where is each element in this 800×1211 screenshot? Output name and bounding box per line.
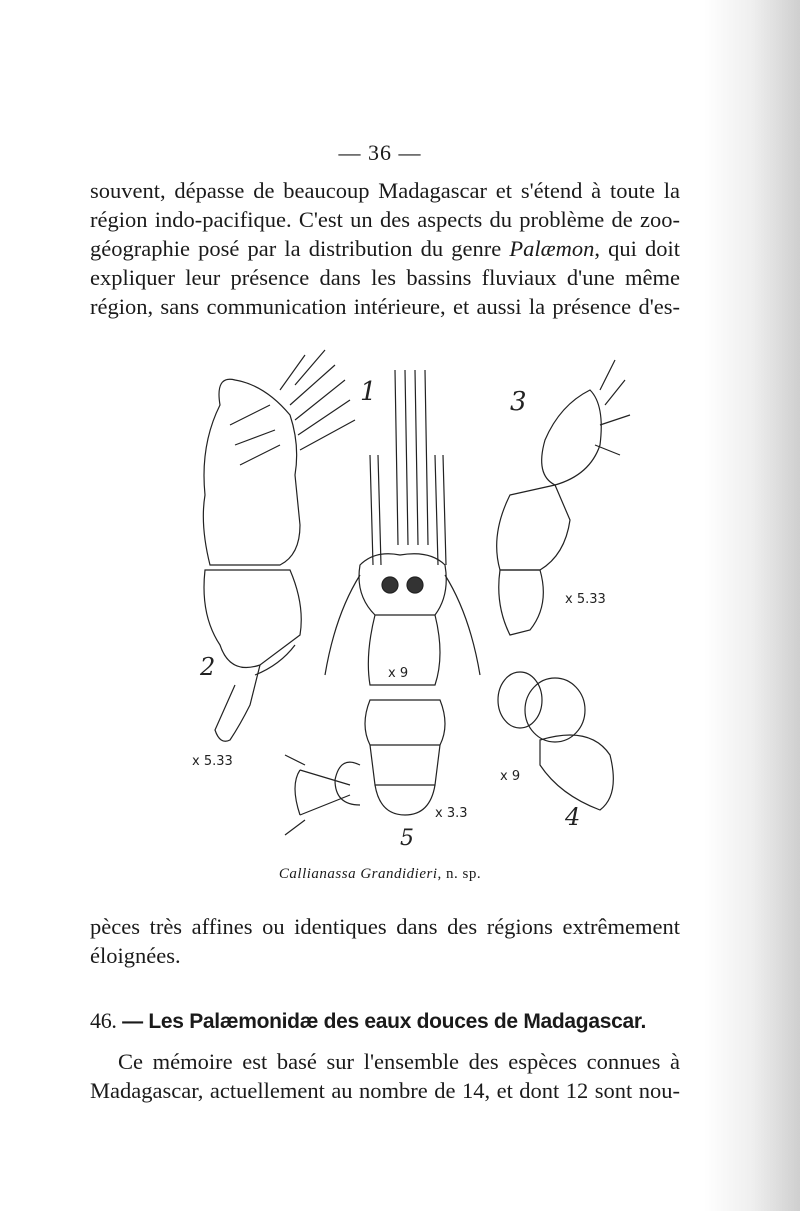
claw-drawing-2 bbox=[203, 350, 355, 741]
text-line: région indo-pacifique. C'est un des aspects du problème de zoo- bbox=[90, 207, 680, 232]
appendage-drawing-4 bbox=[498, 672, 613, 810]
figure-caption bbox=[0, 866, 760, 883]
scale-label-fig2: x 5.33 bbox=[192, 754, 233, 769]
section-number: 46. bbox=[90, 1008, 117, 1033]
body-drawing-1 bbox=[285, 370, 480, 835]
caption-suffix: , n. sp. bbox=[437, 866, 482, 882]
paragraph-continuation bbox=[90, 912, 680, 970]
scale-label-fig1: x 9 bbox=[388, 666, 409, 681]
paragraph-intro bbox=[90, 176, 680, 321]
figure-label-3: 3 bbox=[510, 387, 527, 417]
section-title: Les Palæmonidæ des eaux douces de Madagascar. bbox=[148, 1010, 647, 1033]
text-line: souvent, dépasse de beaucoup Madagascar et s'étend à toute la bbox=[90, 178, 680, 203]
text-fragment: , qui doit bbox=[594, 236, 680, 261]
figure-label-1: 1 bbox=[360, 377, 377, 407]
text-fragment: géographie posé par la distribution du genre bbox=[90, 236, 510, 261]
text-line: pèces très affines ou identiques dans des régions extrêmement bbox=[90, 914, 680, 939]
text-line: Ce mémoire est basé sur l'ensemble des espèces connues à bbox=[118, 1049, 680, 1074]
scale-label-fig4: x 9 bbox=[500, 769, 521, 784]
text-line: éloignées. bbox=[90, 943, 181, 968]
section-dash: — bbox=[116, 1010, 149, 1033]
page-number: — 36 — bbox=[338, 140, 422, 165]
figure-label-2: 2 bbox=[200, 653, 216, 681]
text-line: Madagascar, actuellement au nombre de 14, et dont 12 sont nou- bbox=[90, 1078, 680, 1103]
text-line-genus bbox=[90, 234, 680, 263]
figure-label-5: 5 bbox=[400, 826, 414, 851]
scale-label-fig5: x 3.3 bbox=[435, 806, 468, 821]
text-line: expliquer leur présence dans les bassins fluviaux d'une même bbox=[90, 265, 680, 290]
text-line: région, sans communication intérieure, et aussi la présence d'es- bbox=[90, 294, 680, 319]
figure-label-4: 4 bbox=[565, 803, 581, 831]
paragraph-memoire bbox=[90, 1047, 680, 1105]
scale-label-fig3: x 5.33 bbox=[565, 592, 606, 607]
section-heading bbox=[90, 1008, 690, 1034]
species-name: Callianassa Grandidieri bbox=[278, 866, 438, 882]
specimen-plate-figure bbox=[160, 345, 650, 865]
genus-name: Palæmon bbox=[509, 236, 595, 261]
